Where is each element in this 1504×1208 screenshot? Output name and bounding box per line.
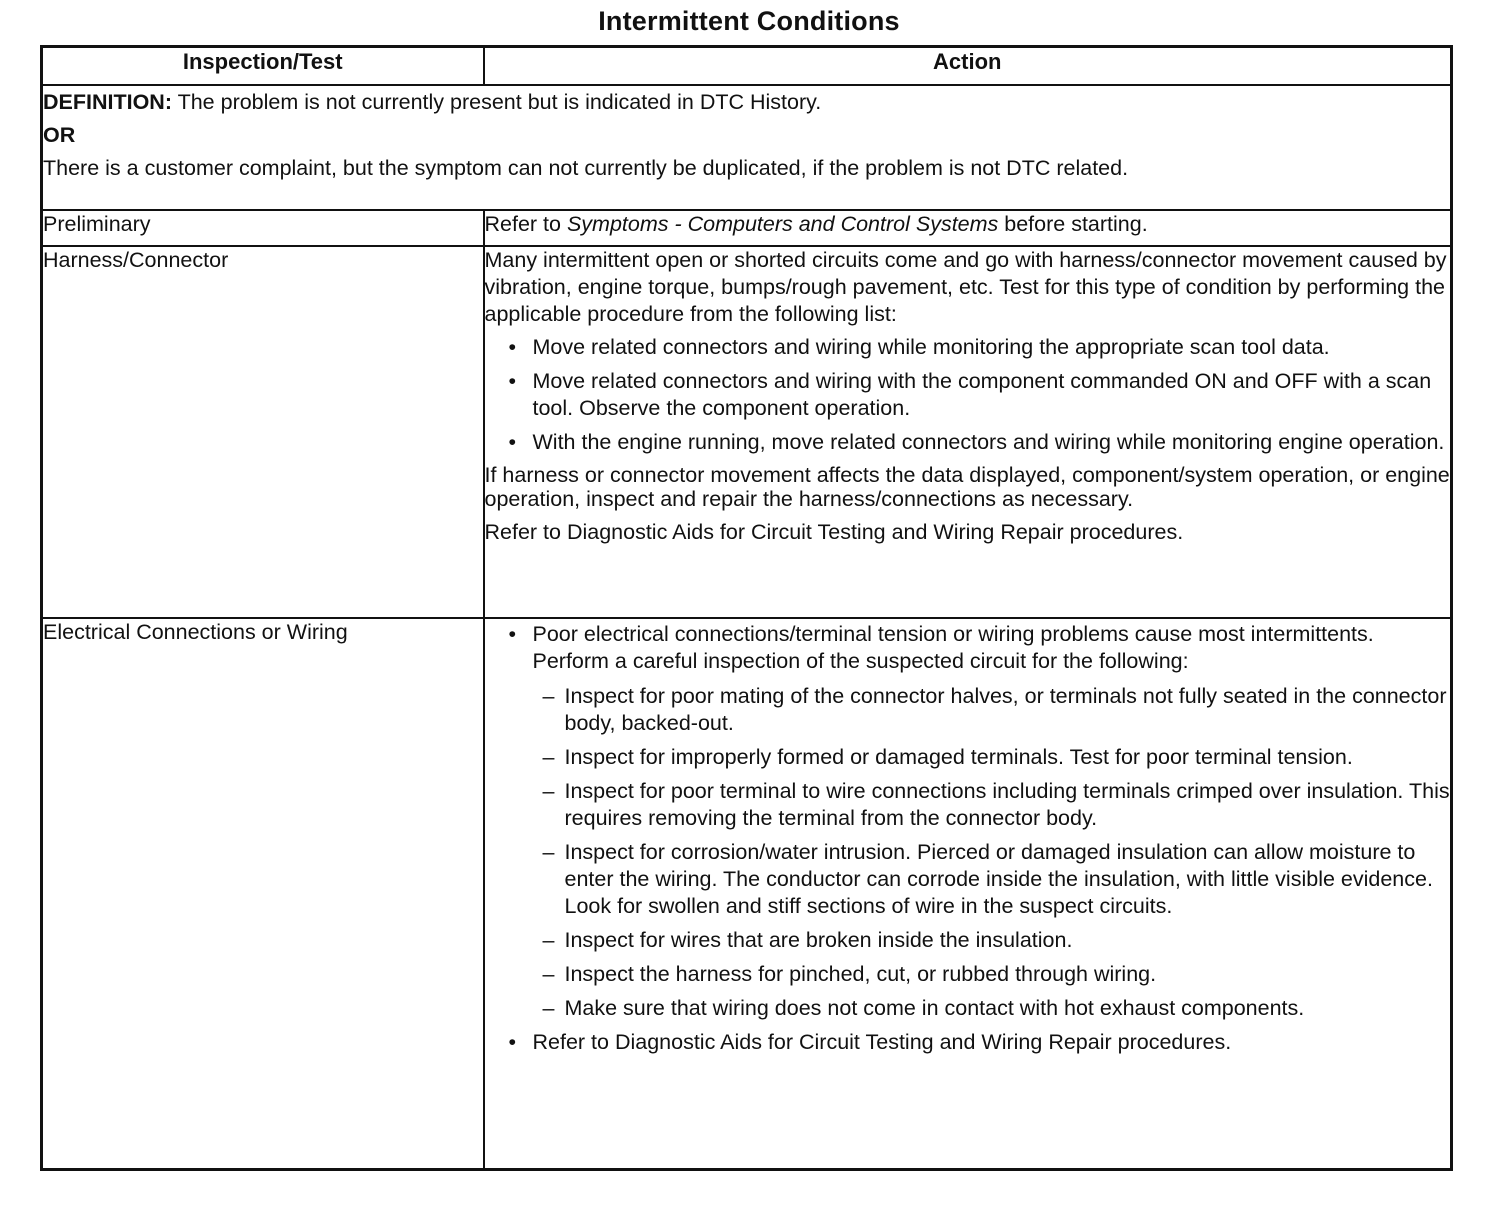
list-item [533,961,1451,988]
bullet-icon: • [508,1029,517,1054]
sub-item-text: Inspect for improperly formed or damaged terminals. Test for poor terminal tension. [564,744,1353,769]
preliminary-prefix: Refer to [484,211,567,236]
electrical-sub-list [533,683,1451,1022]
definition-line-2: There is a customer complaint, but the symptom can not currently be duplicated, if the problem is not DTC related. [43,156,1129,180]
table-row [42,210,1452,246]
list-item [533,927,1451,954]
definition-or: OR [43,123,76,147]
electrical-bullet-list [485,621,1451,1056]
bullet-text: Poor electrical connections/terminal tension or wiring problems cause most intermittents. Perform a careful inspection of the suspected circuit for the following: [532,621,1374,673]
preliminary-suffix: before starting. [998,211,1148,236]
dash-icon: – [542,778,555,803]
list-item [485,1029,1451,1056]
definition-line [43,86,1450,119]
electrical-action [484,618,1452,1170]
definition-label: DEFINITION: [43,90,172,114]
definition-text: The problem is not currently present but is indicated in DTC History. [172,90,822,114]
harness-label: Harness/Connector [42,246,484,618]
page-title: Intermittent Conditions [598,6,900,36]
bullet-icon: • [508,429,517,454]
list-item [533,995,1451,1022]
column-header-inspection: Inspection/Test [42,47,484,86]
bullet-text: Refer to Diagnostic Aids for Circuit Testing and Wiring Repair procedures. [532,1029,1232,1054]
dash-icon: – [542,927,555,952]
intermittent-conditions-table [40,45,1453,1171]
list-item [533,839,1451,920]
table-row [42,618,1452,1170]
definition-cell [42,85,1452,210]
sub-item-text: Inspect for poor mating of the connector halves, or terminals not fully seated in the connector body, backed-out. [564,683,1447,735]
column-header-action: Action [484,47,1452,86]
list-item [533,683,1451,737]
list-item [485,429,1451,456]
harness-intro: Many intermittent open or shorted circuits come and go with harness/connector movement caused by vibration, engine torque, bumps/rough pavement, etc. Test for this type of condition by performing the applicable procedure from the following list: [484,247,1447,326]
definition-row [42,85,1452,210]
harness-refer: Refer to Diagnostic Aids for Circuit Testing and Wiring Repair procedures. [484,519,1184,544]
electrical-label: Electrical Connections or Wiring [42,618,484,1170]
sub-item-text: Inspect the harness for pinched, cut, or rubbed through wiring. [564,961,1157,986]
dash-icon: – [542,744,555,769]
dash-icon: – [542,961,555,986]
bullet-text: Move related connectors and wiring while monitoring the appropriate scan tool data. [532,334,1330,359]
symptoms-reference: Symptoms - Computers and Control Systems [566,211,999,236]
bullet-text: With the engine running, move related connectors and wiring while monitoring engine operation. [532,429,1445,454]
harness-bullet-list [485,334,1451,456]
sub-item-text: Inspect for poor terminal to wire connections including terminals crimped over insulation. This requires removing the terminal from the connector body. [564,778,1450,830]
bullet-icon: • [508,334,517,359]
list-item [485,334,1451,361]
preliminary-label: Preliminary [42,210,484,246]
dash-icon: – [542,839,555,864]
list-item [485,621,1451,1022]
dash-icon: – [542,995,555,1020]
sub-item-text: Inspect for corrosion/water intrusion. Pierced or damaged insulation can allow moisture to enter the wiring. The conductor can corrode inside the insulation, with little visible evidence. Look for swollen and stiff sections of wire in the suspect circuits. [564,839,1433,918]
list-item [533,778,1451,832]
bullet-icon: • [508,621,517,646]
dash-icon: – [542,683,555,708]
sub-item-text: Inspect for wires that are broken inside the insulation. [564,927,1073,952]
preliminary-action [484,210,1452,246]
bullet-text: Move related connectors and wiring with the component commanded ON and OFF with a scan tool. Observe the component operation. [532,368,1432,420]
harness-action [484,246,1452,618]
list-item [485,368,1451,422]
bullet-icon: • [508,368,517,393]
harness-after: If harness or connector movement affects the data displayed, component/system operation, or engine operation, inspect and repair the harness/connections as necessary. [484,462,1450,511]
sub-item-text: Make sure that wiring does not come in contact with hot exhaust components. [564,995,1305,1020]
list-item [533,744,1451,771]
table-header-row [42,47,1452,86]
table-row [42,246,1452,618]
